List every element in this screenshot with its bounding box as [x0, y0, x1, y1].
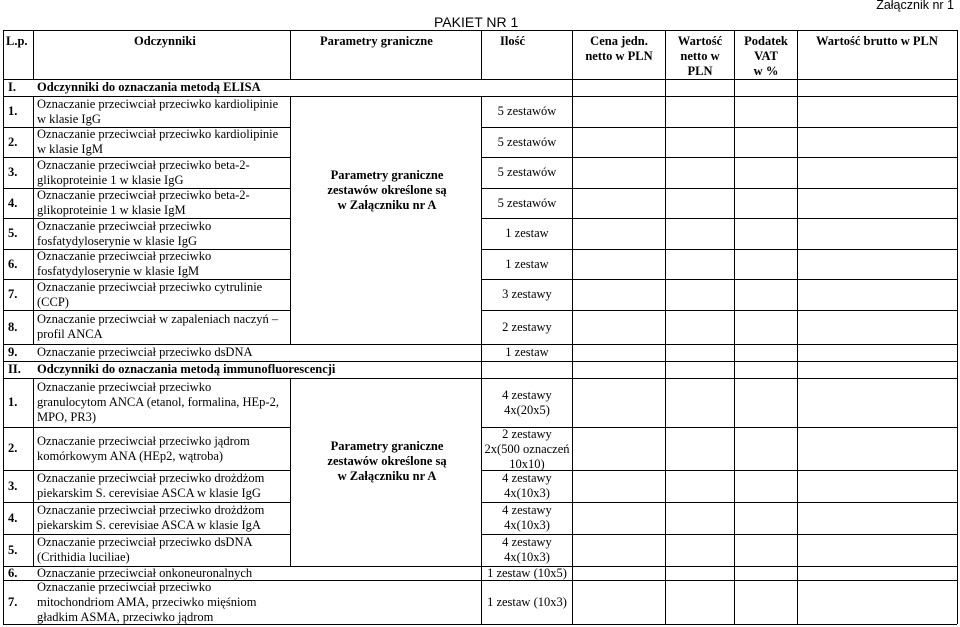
reagent-line: MPO, PR3) [37, 410, 97, 424]
quantity-line: 1 zestaw [505, 257, 549, 271]
row-number: 1. [8, 395, 18, 409]
reagent-line: (CCP) [37, 295, 69, 309]
quantity-line: 2 zestawy [502, 320, 552, 334]
reagent-description [37, 434, 250, 464]
row-number: 4. [8, 196, 18, 210]
reagent-line: piekarskim S. cerevisiae ASCA w klasie IgG [37, 486, 261, 500]
reagent-description [37, 345, 253, 360]
quantity-line: 1 zestaw (10x3) [487, 595, 567, 609]
reagent-line: piekarskim S. cerevisiae ASCA w klasie IgA [37, 518, 261, 532]
quantity [482, 388, 572, 418]
reagent-line: Oznaczanie przeciwciał przeciwko drożdżom [37, 503, 265, 517]
reagent-description [37, 535, 253, 565]
reagent-line: Oznaczanie przeciwciał przeciwko beta-2- [37, 158, 250, 172]
quantity-line: 2x(500 oznaczeń [484, 442, 570, 456]
quantity [482, 566, 572, 581]
reagent-line: Oznaczanie przeciwciał przeciwko dsDNA [37, 535, 253, 549]
quantity [482, 471, 572, 501]
row-number: 3. [8, 165, 18, 179]
reagent-line: mitochondriom AMA, przeciwko mięśniom [37, 595, 257, 609]
row-number: 6. [8, 257, 18, 271]
row-number: 1. [8, 104, 18, 118]
reagent-line: Oznaczanie przeciwciał przeciwko beta-2- [37, 188, 250, 202]
reagent-line: glikoproteinie 1 w klasie IgG [37, 173, 184, 187]
row-number: 3. [8, 479, 18, 493]
reagent-description [37, 97, 278, 127]
package-title: PAKIET NR 1 [434, 14, 519, 30]
quantity-line: 4 zestawy [502, 535, 552, 549]
header-params: Parametry graniczne [320, 34, 433, 48]
quantity-line: 5 zestawów [497, 135, 557, 149]
section2-params: Parametry graniczne zestawów określone są w Załączniku nr A [327, 439, 447, 483]
row-number: 2. [8, 441, 18, 455]
quantity-line: 5 zestawów [497, 196, 557, 210]
quantity [482, 427, 572, 472]
quantity-line: 3 zestawy [502, 287, 552, 301]
annex-label: Załącznik nr 1 [876, 0, 954, 12]
quantity-line: 5 zestawów [497, 165, 557, 179]
header-lp: L.p. [6, 34, 28, 48]
header-vat: Podatek VAT w % [744, 34, 788, 78]
reagent-description [37, 280, 262, 310]
quantity-line: 4 zestawy [502, 503, 552, 517]
quantity [482, 226, 572, 241]
reagent-line: komórkowym ANA (HEp2, wątroba) [37, 449, 224, 463]
quantity [482, 320, 572, 335]
quantity [482, 595, 572, 610]
header-unit-price: Cena jedn. netto w PLN [585, 34, 653, 63]
quantity-line: 1 zestaw (10x5) [487, 566, 567, 580]
section2-num: II. [8, 362, 21, 376]
quantity-line: 1 zestaw [505, 345, 549, 359]
reagent-description [37, 158, 250, 188]
reagent-description [37, 580, 256, 625]
section2-title: Odczynniki do oznaczania metodą immunofluorescencji [37, 362, 336, 376]
row-number: 7. [8, 287, 18, 301]
quantity-line: 5 zestawów [497, 104, 557, 118]
reagent-description [37, 249, 211, 279]
row-number: 9. [8, 345, 18, 359]
quantity [482, 165, 572, 180]
row-number: 5. [8, 543, 18, 557]
reagent-line: glikoproteinie 1 w klasie IgM [37, 203, 186, 217]
reagent-line: Oznaczanie przeciwciał przeciwko [37, 380, 212, 394]
reagent-description [37, 471, 264, 501]
reagent-line: Oznaczanie przeciwciał przeciwko kardiolipinie [37, 127, 279, 141]
quantity-line: 4x(10x3) [504, 518, 550, 532]
reagent-line: Oznaczanie przeciwciał przeciwko jądrom [37, 434, 250, 448]
reagent-line: gładkim ASMA, przeciwko jądrom [37, 610, 214, 624]
quantity-line: 4 zestawy [502, 388, 552, 402]
reagent-description [37, 219, 211, 249]
quantity [482, 287, 572, 302]
quantity-line: 2 zestawy [502, 427, 552, 441]
reagent-line: fosfatydyloserynie w klasie IgG [37, 234, 198, 248]
reagent-description [37, 566, 252, 581]
quantity-line: 10x10) [509, 457, 545, 471]
row-number: 2. [8, 135, 18, 149]
reagent-line: (Crithidia luciliae) [37, 550, 130, 564]
quantity [482, 104, 572, 119]
quantity [482, 257, 572, 272]
quantity-line: 1 zestaw [505, 226, 549, 240]
reagent-line: Oznaczanie przeciwciał przeciwko cytrulinie [37, 280, 263, 294]
reagent-line: w klasie IgG [37, 112, 101, 126]
row-number: 6. [8, 566, 18, 580]
reagent-line: granulocytom ANCA (etanol, formalina, HEp-2, [37, 395, 279, 409]
reagent-line: Oznaczanie przeciwciał onkoneuronalnych [37, 566, 253, 580]
reagent-line: w klasie IgM [37, 142, 103, 156]
quantity-line: 4x(10x3) [504, 486, 550, 500]
row-number: 7. [8, 595, 18, 609]
reagent-line: Oznaczanie przeciwciał przeciwko drożdżom [37, 471, 265, 485]
reagent-line: fosfatydyloserynie w klasie IgM [37, 264, 200, 278]
reagent-line: Oznaczanie przeciwciał przeciwko [37, 249, 212, 263]
reagent-line: Oznaczanie przeciwciał w zapaleniach naczyń – [37, 312, 279, 326]
quantity-line: 4 zestawy [502, 471, 552, 485]
row-number: 8. [8, 320, 18, 334]
quantity [482, 196, 572, 211]
reagent-line: Oznaczanie przeciwciał przeciwko [37, 219, 212, 233]
row-number: 4. [8, 511, 18, 525]
quantity [482, 535, 572, 565]
quantity [482, 503, 572, 533]
section1-num: I. [8, 80, 16, 94]
reagent-description [37, 127, 278, 157]
header-reagents: Odczynniki [134, 34, 196, 48]
row-number: 5. [8, 226, 18, 240]
reagent-line: profil ANCA [37, 327, 103, 341]
header-qty: Ilość [500, 34, 525, 48]
reagent-description [37, 380, 279, 425]
reagent-line: Oznaczanie przeciwciał przeciwko dsDNA [37, 345, 253, 359]
header-gross: Wartość brutto w PLN [816, 34, 938, 48]
quantity [482, 345, 572, 360]
section1-params: Parametry graniczne zestawów określone są w Załączniku nr A [327, 168, 447, 212]
header-net-value: Wartość netto w PLN [677, 34, 723, 78]
quantity-line: 4x(10x3) [504, 550, 550, 564]
reagent-description [37, 312, 278, 342]
quantity [482, 135, 572, 150]
reagent-description [37, 188, 250, 218]
reagent-line: Oznaczanie przeciwciał przeciwko [37, 580, 212, 594]
quantity-line: 4x(20x5) [504, 403, 550, 417]
reagent-line: Oznaczanie przeciwciał przeciwko kardiolipinie [37, 97, 279, 111]
reagent-description [37, 503, 264, 533]
section1-title: Odczynniki do oznaczania metodą ELISA [37, 80, 261, 94]
